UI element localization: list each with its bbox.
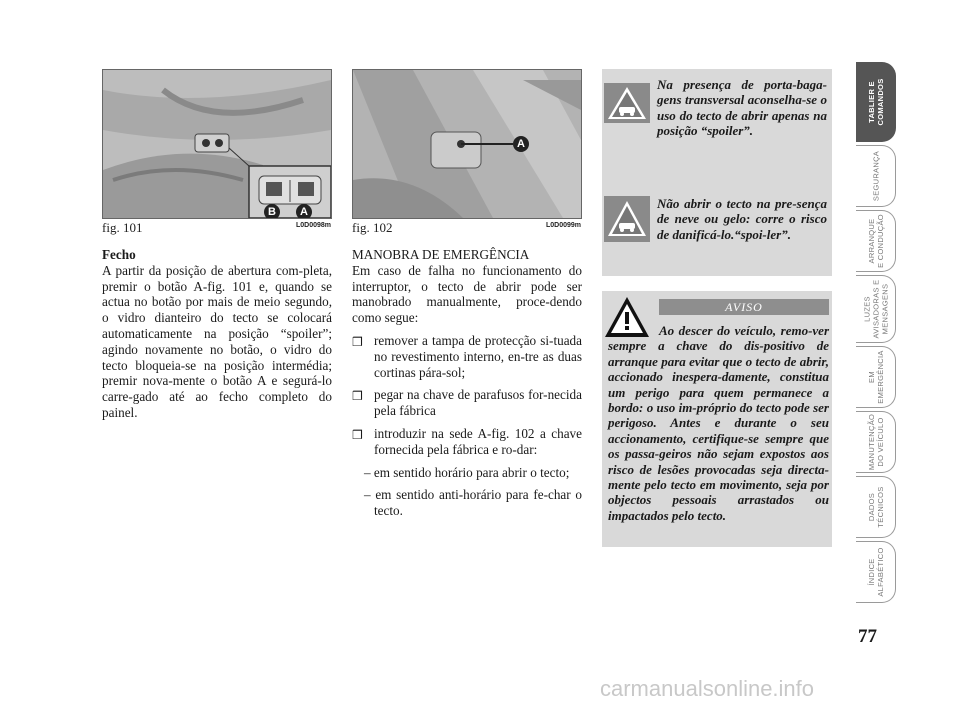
warning-box-snow	[602, 192, 832, 276]
figure-102-label-a: A	[513, 136, 529, 152]
tab-dados-tecnicos[interactable]	[856, 476, 896, 538]
car-warning-icon	[604, 196, 650, 242]
figure-102-caption: fig. 102	[352, 220, 393, 235]
tab-manutencao-do-veiculo[interactable]	[856, 411, 896, 473]
aviso-box	[602, 291, 832, 547]
aviso-text: Ao descer do veículo, remo-ver sempre a chave do dis-positivo de arranque para evitar que o tecto de abrir, accionado inespera-damente, constitua um perigo para quem permanece a bordo: o uso im-próprio do tecto pode ser perigoso. Antes e durante o seu accionamento, certifique-se sempre que os passa-geiros não sejam expostos aos risco de lesões provocadas seja directa-mente pelo tecto em movimento, seja por objectos pessoais arrastados ou impactados pelo tecto.	[608, 323, 829, 523]
tab-em-emergencia[interactable]	[856, 346, 896, 408]
tab-label: SEGURANÇA	[871, 150, 880, 202]
figure-102-image	[352, 69, 582, 219]
tab-luzes-avisadoras[interactable]	[856, 275, 896, 343]
emergencia-intro: Em caso de falha no funcionamento do interruptor, o tecto de abrir pode ser manobrado manualmente, proce-dendo como segue:	[352, 262, 582, 326]
page-number: 77	[858, 626, 877, 647]
tab-label: EM EMERGÊNCIA	[866, 350, 885, 404]
figure-101-image	[102, 69, 332, 219]
tab-tablier-e-comandos[interactable]	[856, 62, 896, 142]
figure-102-code: L0D0099m	[546, 222, 582, 229]
tab-label: LUZES AVISADORAS E MENSAGENS	[862, 279, 889, 339]
column-1-text	[102, 247, 332, 421]
tab-label: DADOS TÉCNICOS	[866, 486, 885, 528]
list-item: ❒ pegar na chave de parafusos for-necida pela fábrica	[352, 387, 582, 419]
tab-label: TABLIER E COMANDOS	[866, 78, 885, 126]
figure-101-drawing	[103, 70, 331, 218]
figure-101-label-a: A	[296, 204, 312, 219]
figure-101-caption: fig. 101	[102, 220, 143, 235]
figure-101-label-b: B	[264, 204, 280, 219]
fecho-paragraph: A partir da posição de abertura com-pleta, premir o botão A-fig. 101 e, quando se actua no botão por mais de meio segundo, o vidro dianteiro do tecto se colocará automaticamente na posição “spoiler”; agindo novamente no botão, o vidro do tecto bloqueia-se na posição intermédia; premir nova-mente o botão A e segurá-lo carre-gado até ao fecho completo do painel.	[102, 262, 332, 420]
tab-seguranca[interactable]	[856, 145, 896, 207]
warning-text-snow: Não abrir o tecto na pre-sença de neve ou gelo: corre o risco de danificá-lo.“spoi-ler”.	[657, 196, 827, 242]
tab-indice-alfabetico[interactable]	[856, 541, 896, 603]
figure-101-code: L0D0098m	[296, 222, 332, 229]
checkbox-bullet-icon: ❒	[352, 389, 363, 404]
column-2-text	[352, 247, 582, 519]
tab-arranque-e-conducao[interactable]	[856, 210, 896, 272]
section-heading-fecho: Fecho	[102, 247, 136, 262]
tab-label: ARRANQUE E CONDUÇÃO	[866, 214, 885, 268]
car-warning-icon	[604, 83, 650, 123]
section-heading-emergencia: MANOBRA DE EMERGÊNCIA	[352, 247, 530, 262]
list-item: ❒ introduzir na sede A-fig. 102 a chave fornecida pela fábrica e ro-dar:	[352, 425, 582, 457]
list-subitem: – em sentido anti-horário para fe-char o tecto.	[364, 487, 582, 519]
warning-text-roof-rack: Na presença de porta-baga-gens transversal aconselha-se o uso do tecto de abrir apenas na posição “spoiler”.	[657, 77, 827, 139]
list-subitem: – em sentido horário para abrir o tecto;	[364, 464, 570, 480]
tab-label: ÍNDICE ALFABÉTICO	[866, 547, 885, 597]
aviso-title: AVISO	[659, 299, 829, 315]
checkbox-bullet-icon: ❒	[352, 334, 363, 349]
watermark: carmanualsonline.info	[600, 676, 815, 701]
tab-label: MANUTENÇÃO DO VEÍCULO	[866, 413, 885, 471]
checkbox-bullet-icon: ❒	[352, 427, 363, 442]
list-item: ❒ remover a tampa de protecção si-tuada no revestimento interno, en-tre as duas cortinas pára-sol;	[352, 332, 582, 380]
figure-102-drawing	[353, 70, 581, 218]
